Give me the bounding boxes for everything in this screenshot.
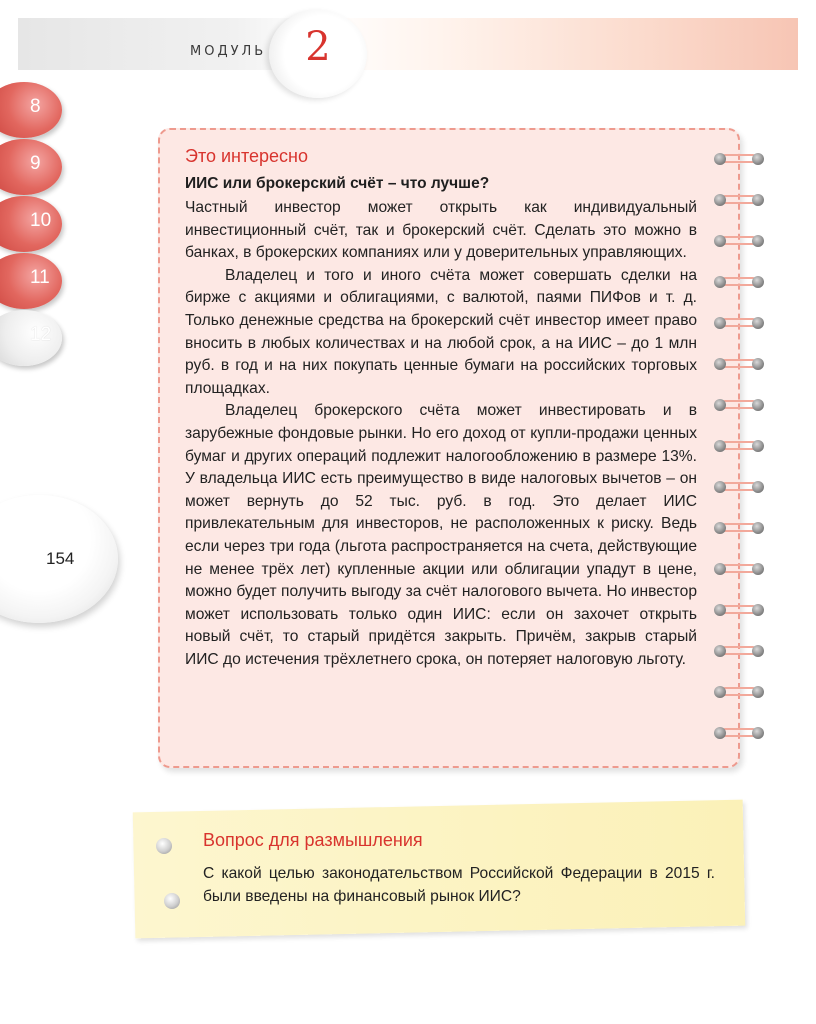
module-tab-label: 11 [30, 267, 50, 288]
spiral-ring [714, 193, 766, 207]
spiral-ring [714, 439, 766, 453]
spiral-ring [714, 234, 766, 248]
spiral-ring [714, 275, 766, 289]
module-tab-label: 9 [30, 153, 41, 174]
spiral-ring [714, 685, 766, 699]
spiral-ring [714, 316, 766, 330]
module-tab-label: 10 [30, 210, 52, 231]
module-tab-9[interactable] [0, 139, 62, 195]
spiral-ring [714, 398, 766, 412]
note-paragraph-2: Владелец и того и иного счёта может совершать сделки на бирже с акциями и облигациями, с валютой, паями ПИФов и т. д. Только денежные средства на брокерский счёт инвестор имеет право вносить в любых количествах и на любой срок, а на ИИС – до 1 млн руб. в год и на них покупать ценные бумаги на российских торговых площадках. [185, 266, 697, 397]
spiral-ring [714, 562, 766, 576]
module-number-badge [269, 10, 367, 98]
module-tab-8[interactable] [0, 82, 62, 138]
spiral-ring [714, 480, 766, 494]
spiral-ring [714, 521, 766, 535]
module-tab-11[interactable] [0, 253, 62, 309]
question-title: Вопрос для размышления [203, 830, 423, 850]
spiral-ring [714, 152, 766, 166]
question-text: С какой целью законодательством Российской Федерации в 2015 г. были введены на финансовый рынок ИИС? [203, 865, 715, 905]
spiral-ring [714, 357, 766, 371]
module-tab-10[interactable] [0, 196, 62, 252]
pin-icon [164, 893, 180, 909]
module-tab-label: 8 [30, 96, 41, 117]
module-number: 2 [305, 24, 331, 70]
note-paragraph-3: Владелец брокерского счёта может инвестировать и в зарубежные фондовые рынки. Но его доход от купли-продажи ценных бумаг и других операций подлежит налогообложению в размере 13%. У владельца ИИС есть преимущество в виде налоговых вычетов – он может вернуть до 52 тыс. руб. в год. Это делает ИИС привлекательным для инвесторов, не расположенных к риску. Ведь если через три года (льгота распространяется на счета, действующие не менее трёх лет) купленные акции или облигации упадут в цене, можно будет получить выгоду за счёт налогового вычета. Но инвестор может использовать только один ИИС: если он захочет открыть новый счёт, то старый придётся закрыть. Причём, закрыв старый ИИС до истечения трёхлетнего срока, он потеряет налоговую льготу. [185, 402, 697, 668]
page-number: 154 [46, 549, 75, 568]
note-paragraph-1: Частный инвестор может открыть как индивидуальный инвестиционный счёт, так и брокерский счёт. Сделать это можно в банках, в брокерских компаниях или у доверительных управляющих. [185, 199, 697, 262]
note-title: Это интересно [185, 146, 309, 166]
module-tab-label: 12 [30, 324, 52, 345]
module-tab-12[interactable] [0, 310, 62, 366]
spiral-ring [714, 603, 766, 617]
spiral-ring [714, 644, 766, 658]
note-body [185, 197, 697, 671]
note-subtitle: ИИС или брокерский счёт – что лучше? [185, 175, 490, 192]
module-label: МОДУЛЬ [190, 44, 267, 59]
spiral-ring [714, 726, 766, 740]
header-band [18, 18, 798, 70]
pin-icon [156, 838, 172, 854]
